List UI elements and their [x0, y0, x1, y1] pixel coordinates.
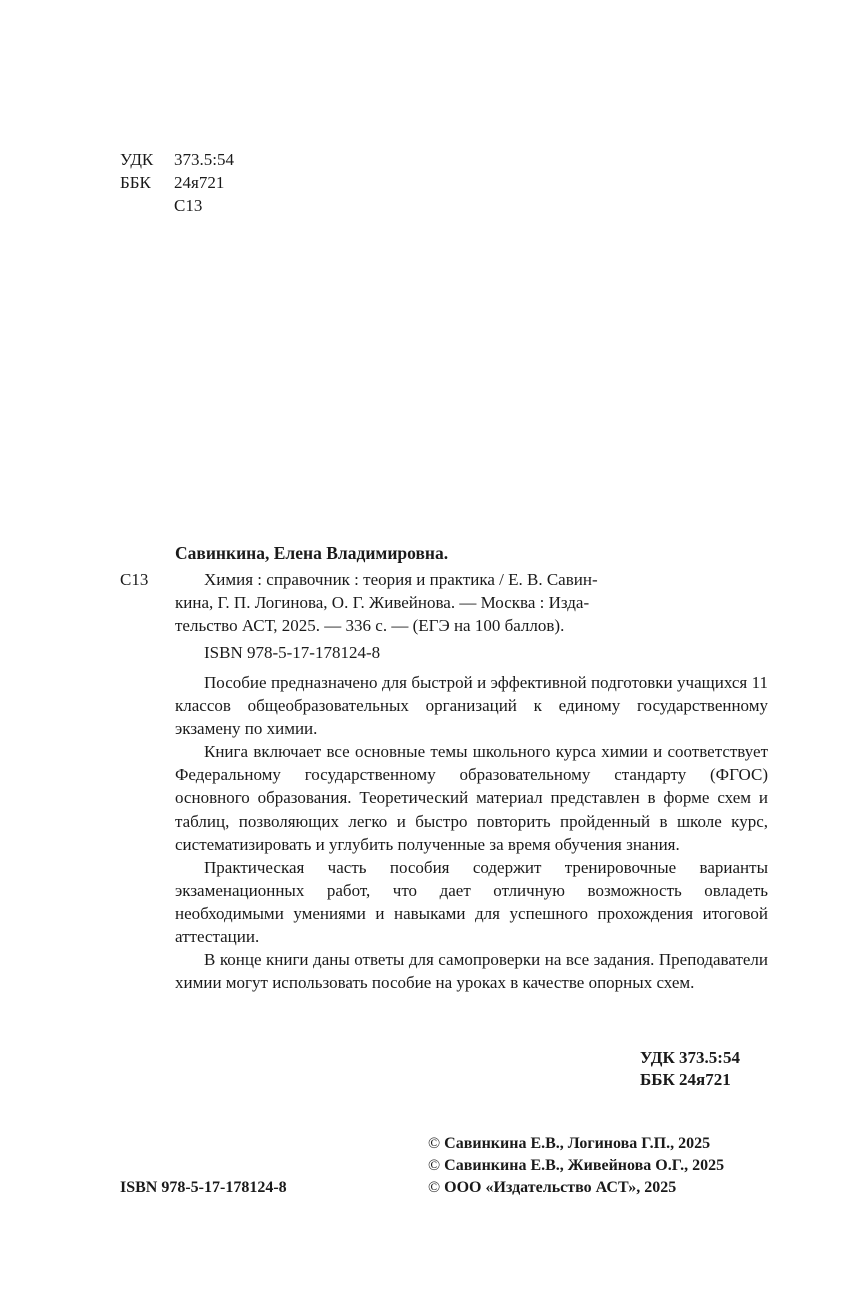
udk-value: 373.5:54 — [174, 150, 234, 169]
biblio-line: кина, Г. П. Логинова, О. Г. Живейнова. — Москва : Изда- — [175, 593, 590, 613]
biblio-line: тельство АСТ, 2025. — 336 с. — (ЕГЭ на 100 баллов). — [175, 616, 565, 636]
copyright-line: © Савинкина Е.В., Живейнова О.Г., 2025 — [428, 1155, 724, 1177]
footer-udk: УДК 373.5:54 — [640, 1048, 740, 1067]
udk-label: УДК — [120, 150, 154, 169]
annotation-paragraph: Пособие предназначено для быстрой и эффективной подготовки учащихся 11 классов общеобразовательных организаций к единому государственному экзамену по химии. — [175, 673, 768, 739]
footer-bbk: ББК 24я721 — [640, 1070, 731, 1089]
catalog-cipher: С13 — [120, 570, 149, 589]
bbk-value: 24я721 — [174, 173, 225, 192]
footer-isbn: ISBN 978-5-17-178124-8 — [120, 1179, 287, 1196]
annotation-paragraph: Практическая часть пособия содержит тренировочные варианты экзаменационных работ, что дает отличную возможность овладеть необходимыми умениями и навыками для успешного прохождения итоговой аттестации. — [175, 857, 768, 947]
classification-codes — [120, 148, 234, 217]
author-mark-row — [120, 194, 234, 217]
copyright-icon: © — [428, 1157, 441, 1174]
bibliographic-description — [175, 568, 768, 638]
annotation-paragraph: Книга включает все основные темы школьного курса химии и соответствует Федеральному государственному образовательному стандарту (ФГОС) основного образования. Теоретический материал представлен в форме схем и таблиц, позволяющих легко и быстро повторить пройденный в школе курс, систематизировать и углубить полученные за время обучения знания. — [175, 742, 768, 854]
catalog-author-heading: Савинкина, Елена Владимировна. — [175, 543, 449, 563]
copyright-line: © Савинкина Е.В., Логинова Г.П., 2025 — [428, 1133, 724, 1155]
author-mark: С13 — [174, 196, 203, 215]
copyright-block — [428, 1133, 724, 1199]
biblio-line: Химия : справочник : теория и практика / Е. В. Савин- — [204, 570, 598, 589]
annotation-paragraph: В конце книги даны ответы для самопроверки на все задания. Преподаватели химии могут использовать пособие на уроках в качестве опорных схем. — [175, 950, 768, 993]
udk-row — [120, 148, 234, 171]
copyright-icon: © — [428, 1179, 441, 1196]
footer-classification — [640, 1047, 740, 1091]
bbk-row — [120, 171, 234, 194]
copyright-icon: © — [428, 1135, 441, 1152]
annotation — [175, 671, 768, 994]
bbk-label: ББК — [120, 173, 151, 192]
copyright-line: © ООО «Издательство АСТ», 2025 — [428, 1177, 724, 1199]
catalog-isbn: ISBN 978-5-17-178124-8 — [204, 643, 381, 662]
